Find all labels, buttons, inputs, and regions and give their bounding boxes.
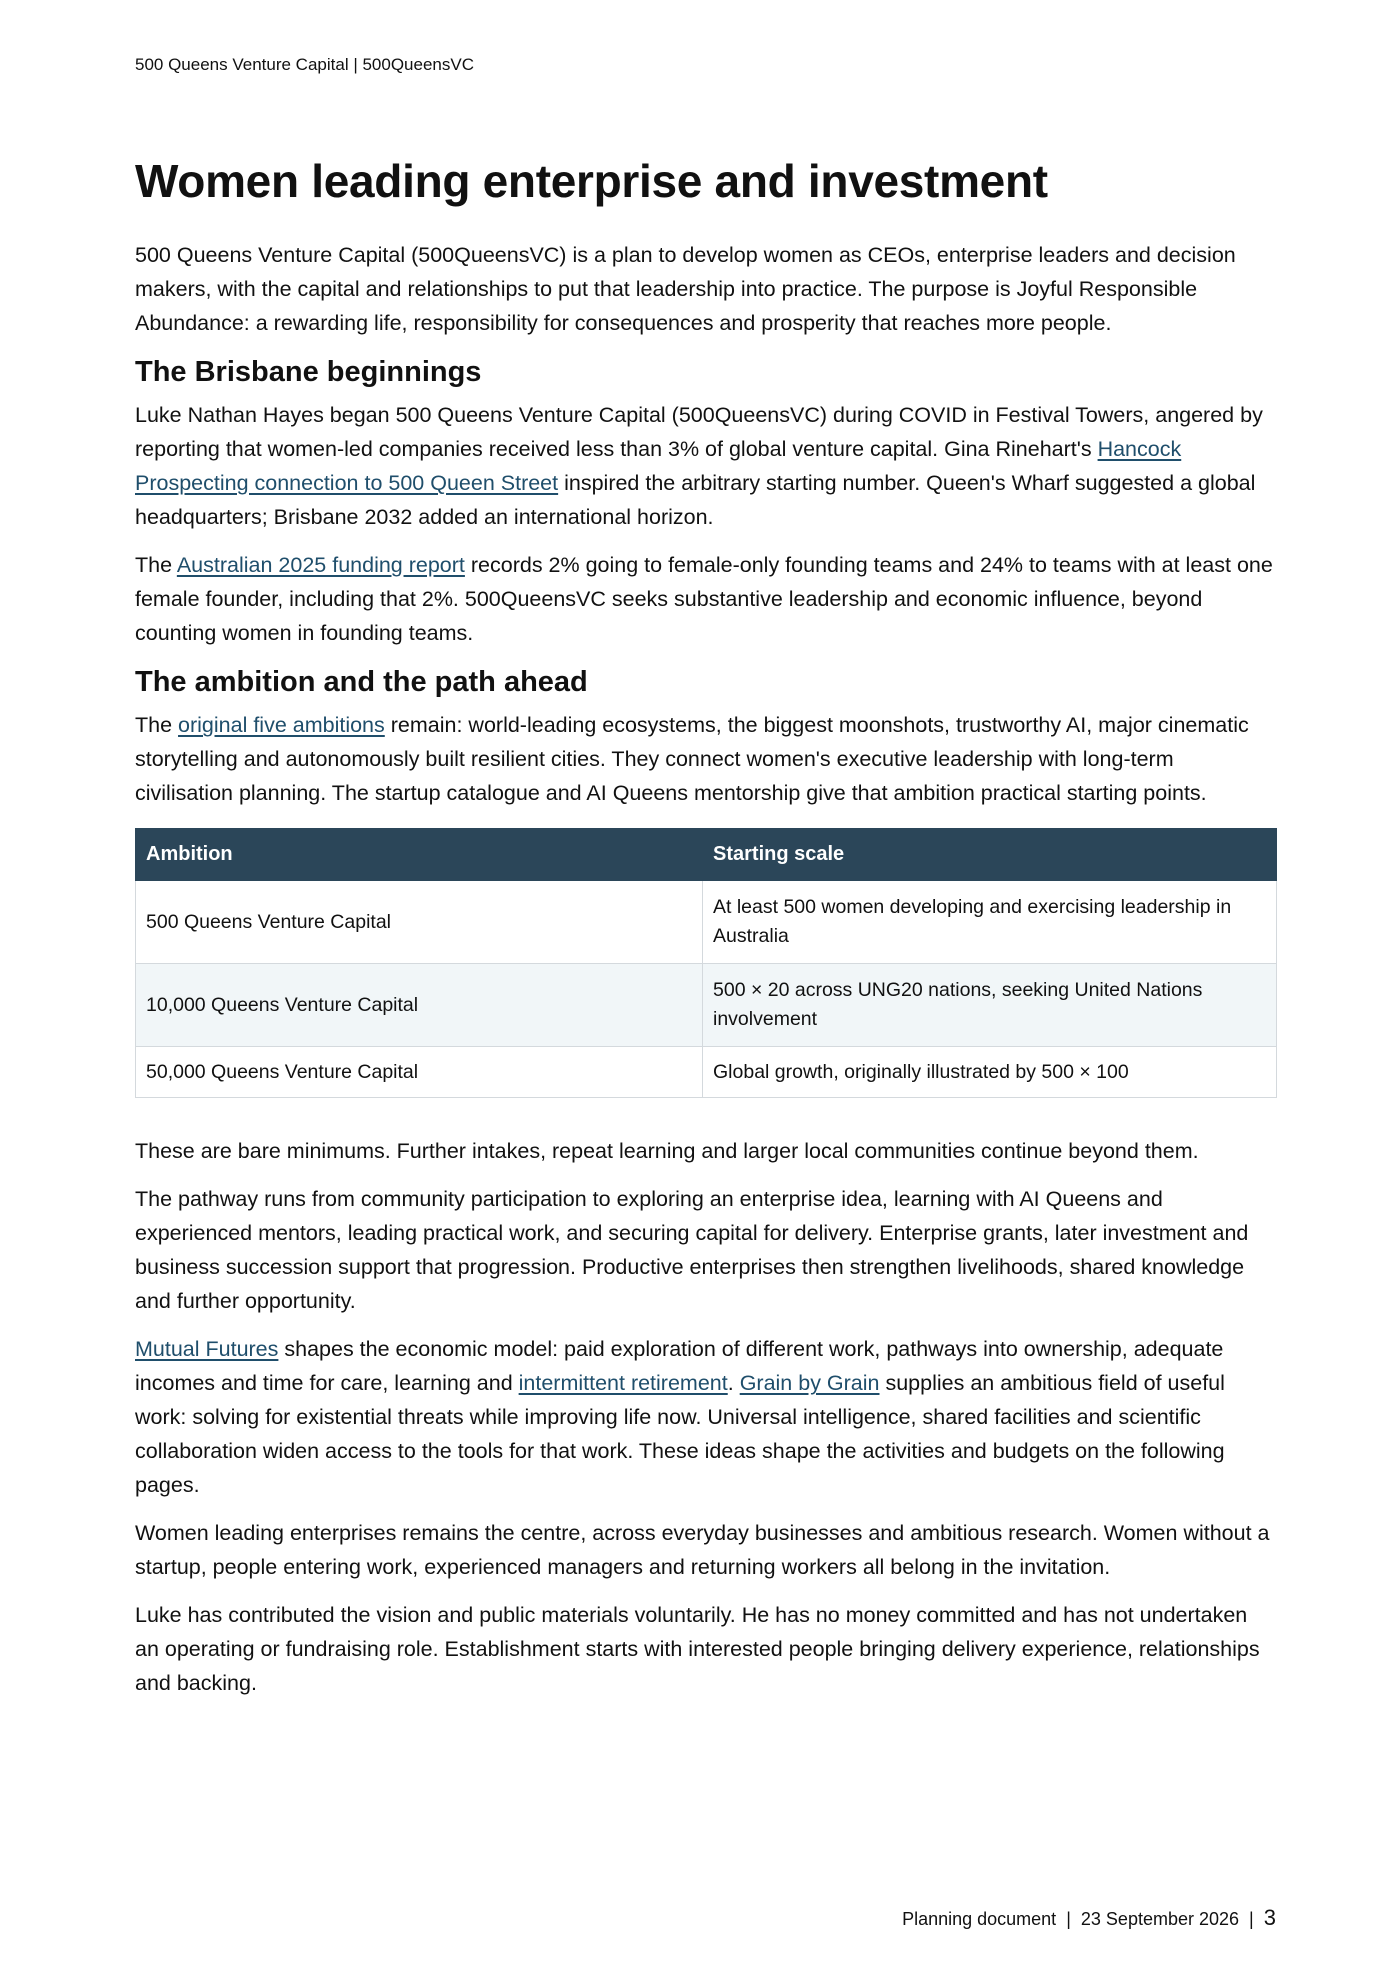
footer-separator: |	[1249, 1909, 1254, 1929]
footer-doc-type: Planning document	[902, 1909, 1057, 1929]
text-run: shapes the economic model: paid exploration of different work, pathways into ownership, adequate incomes and time for care, learning and	[135, 1337, 1224, 1396]
running-header: 500 Queens Venture Capital | 500QueensVC	[135, 55, 474, 74]
text-run: inspired the arbitrary starting number. Queen's Wharf suggested a global headquarters; Brisbane 2032 added an international horizon.	[135, 471, 1256, 530]
pathway-paragraph: The pathway runs from community participation to exploring an enterprise idea, learning with AI Queens and experienced mentors, leading practical work, and securing capital for delivery. Enterprise grants, later investment and business succession support that progression. Productive enterprises then strengthen livelihoods, shared knowledge and further opportunity.	[135, 1187, 1249, 1314]
grain-by-grain-link[interactable]: Grain by Grain	[739, 1371, 880, 1396]
column-header-ambition: Ambition	[136, 829, 703, 881]
text-run: remain: world-leading ecosystems, the biggest moonshots, trustworthy AI, major cinematic storytelling and autonomously built resilient cities. They connect women's executive leadership with long-term civilisation planning. The startup catalogue and AI Queens mentorship give that ambition practical starting points.	[135, 713, 1249, 806]
text-run: records 2% going to female-only founding teams and 24% to teams with at least one female founder, including that 2%. 500QueensVC seeks substantive leadership and economic influence, beyond counting women in founding teams.	[135, 553, 1273, 646]
table-row	[136, 881, 1277, 964]
ambition-table	[135, 828, 1277, 1098]
text-run: The	[135, 713, 179, 738]
table-header-row	[136, 829, 1277, 881]
text-run: .	[727, 1371, 740, 1396]
table-cell-scale: At least 500 women developing and exercising leadership in Australia	[703, 881, 1277, 964]
text-run: The	[135, 553, 177, 578]
minimums-paragraph: These are bare minimums. Further intakes, repeat learning and larger local communities continue beyond them.	[135, 1139, 1199, 1164]
text-run: Luke Nathan Hayes began 500 Queens Venture Capital (500QueensVC) during COVID in Festival Towers, angered by reporting that women-led companies received less than 3% of global venture capital. Gina Rinehart's	[135, 403, 1263, 462]
text-run: supplies an ambitious field of useful work: solving for existential threats while improving life now. Universal intelligence, shared facilities and scientific collaboration widen access to the tools for that work. These ideas shape the activities and budgets on the following pages.	[135, 1371, 1225, 1498]
table-cell-ambition: 10,000 Queens Venture Capital	[136, 964, 703, 1047]
hancock-prospecting-link[interactable]: Hancock Prospecting connection to 500 Queen Street	[135, 437, 1182, 496]
luke-contribution-paragraph: Luke has contributed the vision and public materials voluntarily. He has no money committed and has not undertaken an operating or fundraising role. Establishment starts with interested people bringing delivery experience, relationships and backing.	[135, 1603, 1260, 1696]
brisbane-paragraph-2	[135, 548, 1277, 650]
section-heading-brisbane: The Brisbane beginnings	[135, 355, 482, 388]
brisbane-paragraph-1	[135, 398, 1277, 534]
table-cell-scale: 500 × 20 across UNG20 nations, seeking United Nations involvement	[703, 964, 1277, 1047]
main-content	[135, 155, 1277, 1714]
table-cell-ambition: 500 Queens Venture Capital	[136, 881, 703, 964]
funding-report-link[interactable]: Australian 2025 funding report	[176, 553, 465, 578]
page-footer	[902, 1905, 1276, 1931]
ambition-paragraph	[135, 708, 1277, 810]
footer-date: 23 September 2026	[1080, 1909, 1240, 1929]
five-ambitions-link[interactable]: original five ambitions	[178, 713, 385, 738]
table-row	[136, 964, 1277, 1047]
section-heading-ambition: The ambition and the path ahead	[135, 666, 588, 699]
table-cell-ambition: 50,000 Queens Venture Capital	[136, 1047, 703, 1098]
footer-separator: |	[1066, 1909, 1071, 1929]
page-number: 3	[1263, 1905, 1276, 1930]
intro-paragraph: 500 Queens Venture Capital (500QueensVC) is a plan to develop women as CEOs, enterprise leaders and decision makers, with the capital and relationships to put that leadership into practice. The purpose is Joyful Responsible Abundance: a rewarding life, responsibility for consequences and prosperity that reaches more people.	[135, 242, 1236, 335]
mutual-futures-link[interactable]: Mutual Futures	[135, 1337, 279, 1362]
intermittent-retirement-link[interactable]: intermittent retirement	[518, 1371, 728, 1396]
table-cell-scale: Global growth, originally illustrated by 500 × 100	[703, 1047, 1277, 1098]
column-header-starting-scale: Starting scale	[703, 829, 1277, 881]
table-row	[136, 1047, 1277, 1098]
page-title: Women leading enterprise and investment	[135, 155, 1048, 207]
mutual-futures-paragraph	[135, 1332, 1277, 1502]
women-leading-paragraph: Women leading enterprises remains the centre, across everyday businesses and ambitious research. Women without a startup, people entering work, experienced managers and returning workers all belong in the invitation.	[135, 1521, 1270, 1580]
